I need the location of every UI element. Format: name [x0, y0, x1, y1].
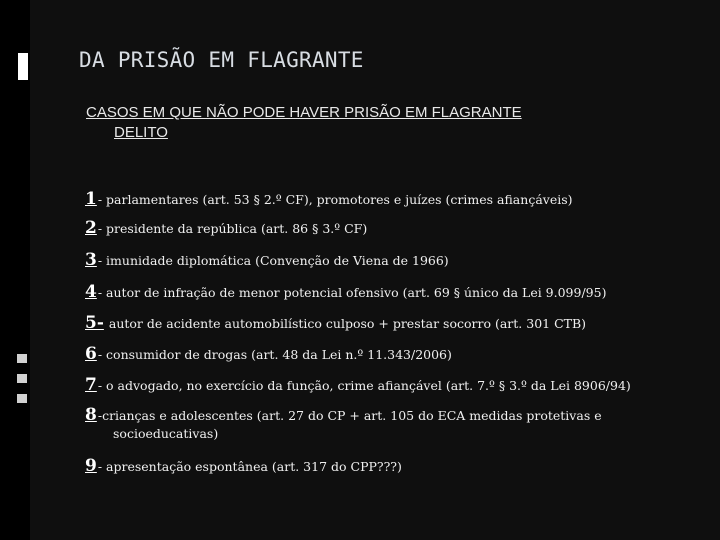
item-text: - o advogado, no exercício da função, crime afiançável (art. 7.º § 3.º da Lei 8906/94): [97, 378, 631, 393]
bullet-mark: [17, 354, 27, 363]
list-item: [85, 250, 685, 271]
item-number: 8: [85, 405, 97, 425]
list-item: [85, 375, 685, 396]
slide-subtitle: [86, 103, 646, 143]
slide-title: DA PRISÃO EM FLAGRANTE: [79, 48, 364, 72]
item-text: autor de acidente automobilístico culposo + prestar socorro (art. 301 CTB): [104, 316, 587, 331]
list-item: [85, 456, 685, 477]
item-text: - apresentação espontânea (art. 317 do CPP???): [97, 459, 402, 474]
bullet-mark: [17, 374, 27, 383]
title-accent-bar: [18, 53, 28, 80]
item-text: - presidente da república (art. 86 § 3.º CF): [97, 221, 368, 236]
item-number: 4: [85, 282, 97, 302]
item-text: - imunidade diplomática (Convenção de Viena de 1966): [97, 253, 449, 268]
item-number: 2: [85, 218, 97, 238]
list-item: [85, 189, 685, 210]
list-item: [85, 344, 685, 365]
item-text: - autor de infração de menor potencial ofensivo (art. 69 § único da Lei 9.099/95): [97, 285, 607, 300]
list-item: [85, 313, 685, 334]
list-item: [85, 405, 685, 442]
list-item: [85, 218, 685, 239]
item-text: -crianças e adolescentes (art. 27 do CP + art. 105 do ECA medidas protetivas e: [97, 408, 602, 423]
item-number: 1: [85, 189, 97, 209]
subtitle-line-2: DELITO: [114, 124, 168, 141]
item-text: - consumidor de drogas (art. 48 da Lei n.º 11.343/2006): [97, 347, 452, 362]
item-text: - parlamentares (art. 53 § 2.º CF), promotores e juízes (crimes afiançáveis): [97, 192, 573, 207]
item-number: 5-: [85, 313, 104, 333]
subtitle-line-1: CASOS EM QUE NÃO PODE HAVER PRISÃO EM FLAGRANTE: [86, 104, 522, 121]
bullet-mark: [17, 394, 27, 403]
list-item: [85, 282, 685, 303]
item-number: 6: [85, 344, 97, 364]
item-number: 7: [85, 375, 97, 395]
item-number: 3: [85, 250, 97, 270]
item-continuation: socioeducativas): [113, 426, 219, 441]
item-number: 9: [85, 456, 97, 476]
